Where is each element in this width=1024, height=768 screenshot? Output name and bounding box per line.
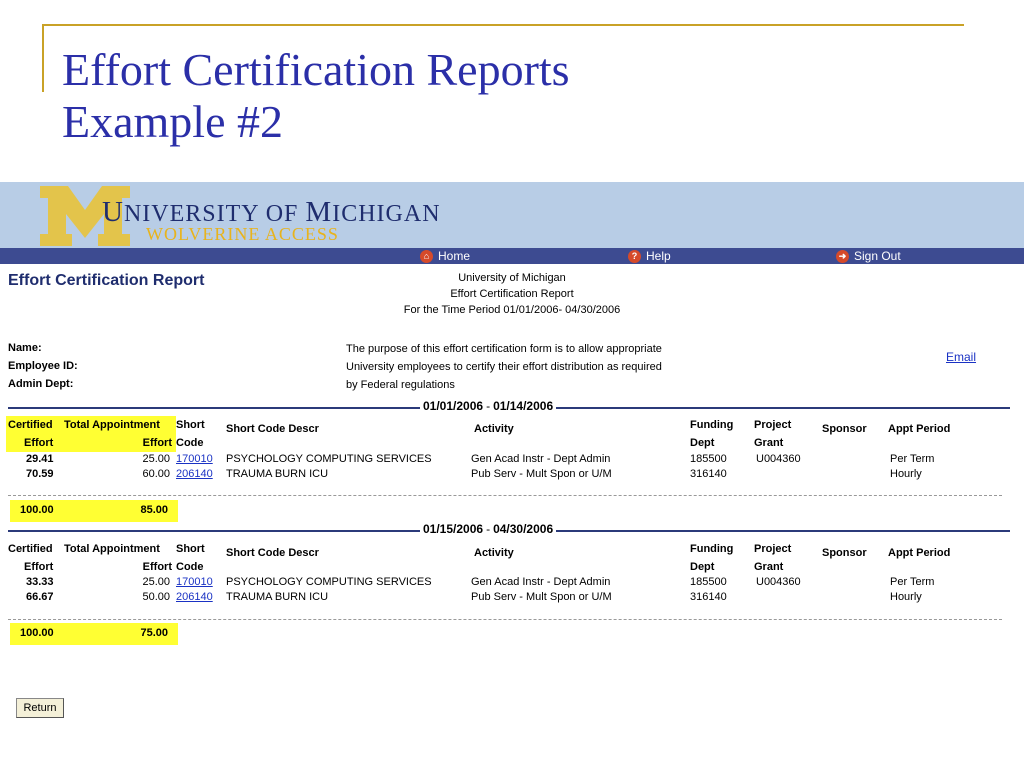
col-short-code: Short Code bbox=[176, 543, 205, 573]
name-label: Name: bbox=[8, 342, 42, 354]
funding-dept: 185500 bbox=[690, 576, 727, 588]
university-name: UNIVERSITY OF MICHIGAN bbox=[102, 196, 441, 228]
total-certified: 100.00 bbox=[20, 627, 54, 639]
totals-box bbox=[10, 623, 178, 645]
col-sponsor: Sponsor bbox=[822, 547, 867, 559]
appt-period: Per Term bbox=[890, 576, 935, 588]
row-separator bbox=[8, 495, 1002, 496]
project-grant: U004360 bbox=[756, 453, 801, 465]
col-appt-period: Appt Period bbox=[888, 423, 951, 435]
col-activity: Activity bbox=[474, 547, 514, 559]
funding-dept: 185500 bbox=[690, 453, 727, 465]
total-effort: 50.00 bbox=[142, 591, 170, 603]
total-appointment: 85.00 bbox=[140, 504, 168, 516]
sign-out-icon: ➜ bbox=[836, 250, 849, 263]
header-banner bbox=[0, 182, 1024, 248]
col-short-code-descr: Short Code Descr bbox=[226, 547, 319, 559]
email-link[interactable]: Email bbox=[946, 350, 977, 364]
slide-title-line1: Effort Certification Reports bbox=[62, 44, 570, 95]
report-header: University of Michigan Effort Certification Report For the Time Period 01/01/2006- 04/30/2006 bbox=[403, 272, 621, 316]
short-code-descr: TRAUMA BURN ICU bbox=[226, 468, 329, 480]
period-label: 01/15/2006 - 04/30/2006 bbox=[420, 522, 556, 536]
row-separator bbox=[8, 619, 1002, 620]
col-short-code-descr: Short Code Descr bbox=[226, 423, 319, 435]
total-effort: 60.00 bbox=[142, 468, 170, 480]
col-funding-dept: Funding Dept bbox=[690, 419, 734, 449]
total-appointment: 75.00 bbox=[140, 627, 168, 639]
report-title: Effort Certification Report bbox=[8, 272, 205, 289]
slide-rule-left bbox=[42, 24, 44, 92]
admin-dept-label: Admin Dept: bbox=[8, 378, 74, 390]
short-code-descr: PSYCHOLOGY COMPUTING SERVICES bbox=[226, 453, 432, 465]
activity: Gen Acad Instr - Dept Admin bbox=[471, 453, 611, 465]
total-effort: 25.00 bbox=[142, 576, 170, 588]
certified-effort: 70.59 bbox=[26, 468, 54, 480]
purpose-text: The purpose of this effort certification form is to allow appropriate University employees to certify their effort distribution as required by Federal regulations bbox=[346, 343, 662, 391]
short-code-descr: TRAUMA BURN ICU bbox=[226, 591, 329, 603]
total-effort: 25.00 bbox=[142, 453, 170, 465]
certified-effort: 66.67 bbox=[26, 591, 54, 603]
project-grant: U004360 bbox=[756, 576, 801, 588]
home-icon: ⌂ bbox=[420, 250, 433, 263]
activity: Pub Serv - Mult Spon or U/M bbox=[471, 468, 612, 480]
col-activity: Activity bbox=[474, 423, 514, 435]
slide-title-line2: Example #2 bbox=[62, 96, 283, 147]
total-certified: 100.00 bbox=[20, 504, 54, 516]
nav-home[interactable]: ⌂ Home bbox=[420, 249, 470, 263]
certified-effort: 33.33 bbox=[26, 576, 54, 588]
appt-period: Per Term bbox=[890, 453, 935, 465]
help-icon: ? bbox=[628, 250, 641, 263]
short-code-link[interactable]: 206140 bbox=[176, 591, 213, 603]
wolverine-access-label: WOLVERINE ACCESS bbox=[146, 224, 339, 244]
funding-dept: 316140 bbox=[690, 468, 727, 480]
appt-period: Hourly bbox=[890, 591, 922, 603]
col-project-grant: Project Grant bbox=[754, 419, 792, 449]
appt-period: Hourly bbox=[890, 468, 922, 480]
col-certified: Certified Effort bbox=[8, 419, 54, 449]
nav-bar bbox=[0, 248, 1024, 264]
employee-id-label: Employee ID: bbox=[8, 360, 78, 372]
col-certified: Certified Effort bbox=[8, 543, 54, 573]
report-screenshot bbox=[0, 182, 1024, 768]
certified-effort: 29.41 bbox=[26, 453, 54, 465]
short-code-descr: PSYCHOLOGY COMPUTING SERVICES bbox=[226, 576, 432, 588]
short-code-link[interactable]: 170010 bbox=[176, 576, 213, 588]
col-project-grant: Project Grant bbox=[754, 543, 792, 573]
short-code-link[interactable]: 206140 bbox=[176, 468, 213, 480]
col-sponsor: Sponsor bbox=[822, 423, 867, 435]
funding-dept: 316140 bbox=[690, 591, 727, 603]
col-funding-dept: Funding Dept bbox=[690, 543, 734, 573]
col-short-code: Short Code bbox=[176, 419, 205, 449]
activity: Gen Acad Instr - Dept Admin bbox=[471, 576, 611, 588]
slide-title bbox=[62, 44, 570, 148]
period-label: 01/01/2006 - 01/14/2006 bbox=[420, 399, 556, 413]
col-total-appointment: Total Appointment Effort bbox=[64, 543, 172, 573]
nav-help[interactable]: ? Help bbox=[628, 249, 671, 263]
totals-box bbox=[10, 500, 178, 522]
slide-rule-top bbox=[44, 24, 964, 26]
col-total-appointment: Total Appointment Effort bbox=[64, 419, 172, 449]
activity: Pub Serv - Mult Spon or U/M bbox=[471, 591, 612, 603]
return-button[interactable]: Return bbox=[16, 698, 64, 718]
nav-sign-out[interactable]: ➜ Sign Out bbox=[836, 249, 901, 263]
short-code-link[interactable]: 170010 bbox=[176, 453, 213, 465]
col-appt-period: Appt Period bbox=[888, 547, 951, 559]
